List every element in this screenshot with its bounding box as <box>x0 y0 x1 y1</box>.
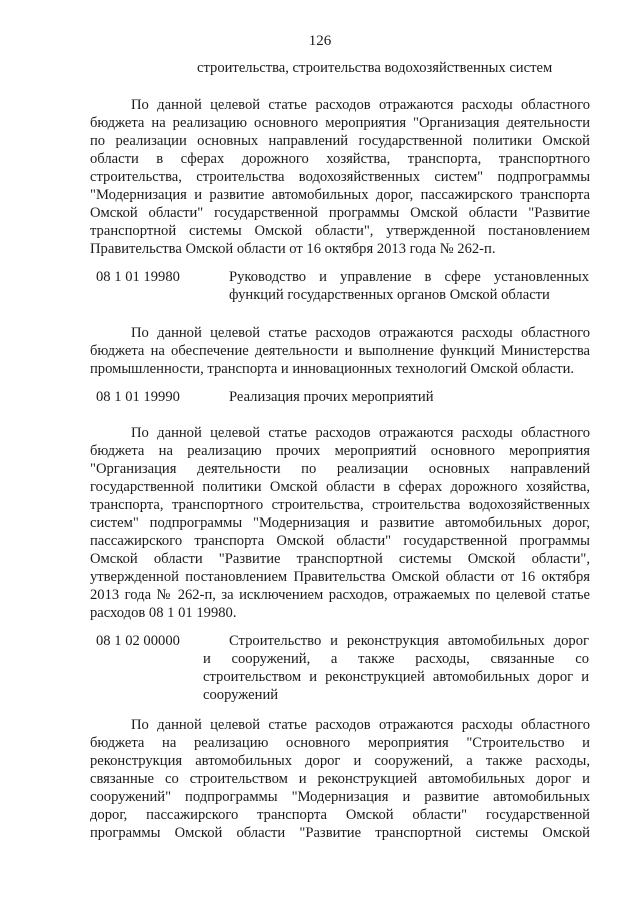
paragraph-line: Правительства Омской области от 16 октября 2013 года № 262-п. <box>90 241 496 257</box>
paragraph-line: "Модернизация и развитие автомобильных дорог, пассажирского транспорта <box>90 187 590 203</box>
paragraph-line: утвержденной постановлением Правительства Омской области от 16 октября <box>90 569 590 585</box>
paragraph-line: программы Омской области "Развитие транспортной системы Омской <box>90 825 590 841</box>
paragraph-line: бюджета на реализацию прочих мероприятий основного мероприятия <box>90 443 590 459</box>
entry-title-line: и сооружений, а также расходы, связанные со <box>203 651 589 667</box>
paragraph-line: транспортной системы Омской области", утвержденной постановлением <box>90 223 590 239</box>
paragraph-line: расходов 08 1 01 19980. <box>90 605 237 621</box>
continuation-line: строительства, строительства водохозяйственных систем <box>197 60 553 76</box>
page-number: 126 <box>308 33 332 49</box>
paragraph-line: "Организация деятельности по реализации основных направлений <box>90 461 590 477</box>
entry-title-line: строительством и реконструкцией автомобильных дорог и <box>203 669 589 685</box>
paragraph-line: дорог, пассажирского транспорта Омской области" государственной <box>90 807 590 823</box>
paragraph-line: сооружений" подпрограммы "Модернизация и развитие автомобильных <box>90 789 590 805</box>
budget-code: 08 1 01 19990 <box>96 389 180 405</box>
entry-title-line: Строительство и реконструкция автомобильных дорог <box>229 633 589 649</box>
budget-code: 08 1 01 19980 <box>96 269 180 285</box>
paragraph-line: связанные со строительством и реконструкцией автомобильных дорог и <box>90 771 590 787</box>
paragraph-line: промышленности, транспорта и инновационных технологий Омской области. <box>90 361 575 377</box>
paragraph-line: систем" подпрограммы "Модернизация и развитие автомобильных дорог, <box>90 515 590 531</box>
paragraph-line: бюджета на обеспечение деятельности и выполнение функций Министерства <box>90 343 590 359</box>
paragraph-line: Омской области" государственной программы Омской области "Развитие <box>90 205 590 221</box>
paragraph-line: По данной целевой статье расходов отражаются расходы областного <box>131 717 590 733</box>
paragraph-line: строительства, строительства водохозяйственных систем" подпрограммы <box>90 169 590 185</box>
paragraph-line: бюджета на реализацию основного мероприятия "Строительство и <box>90 735 590 751</box>
paragraph-line: По данной целевой статье расходов отражаются расходы областного <box>131 325 590 341</box>
entry-title-line: функций государственных органов Омской области <box>229 287 550 303</box>
paragraph-line: области в сферах дорожного хозяйства, транспорта, транспортного <box>90 151 590 167</box>
paragraph-line: Омской области "Развитие транспортной системы Омской области", <box>90 551 590 567</box>
entry-title-line: сооружений <box>203 687 279 703</box>
budget-code: 08 1 02 00000 <box>96 633 180 649</box>
paragraph-line: транспорта, транспортного строительства, строительства водохозяйственных <box>90 497 590 513</box>
paragraph-line: бюджета на реализацию основного мероприятия "Организация деятельности <box>90 115 590 131</box>
paragraph-line: 2013 года № 262-п, за исключением расходов, отражаемых по целевой статье <box>90 587 590 603</box>
entry-title-line: Реализация прочих мероприятий <box>229 389 434 405</box>
paragraph-line: по реализации основных направлений государственной политики Омской <box>90 133 590 149</box>
entry-title-line: Руководство и управление в сфере установленных <box>229 269 589 285</box>
paragraph-line: реконструкция автомобильных дорог и сооружений, а также расходы, <box>90 753 590 769</box>
paragraph-line: государственной политики Омской области в сферах дорожного хозяйства, <box>90 479 590 495</box>
paragraph-line: пассажирского транспорта Омской области" государственной программы <box>90 533 590 549</box>
paragraph-line: По данной целевой статье расходов отражаются расходы областного <box>131 425 590 441</box>
paragraph-line: По данной целевой статье расходов отражаются расходы областного <box>131 97 590 113</box>
